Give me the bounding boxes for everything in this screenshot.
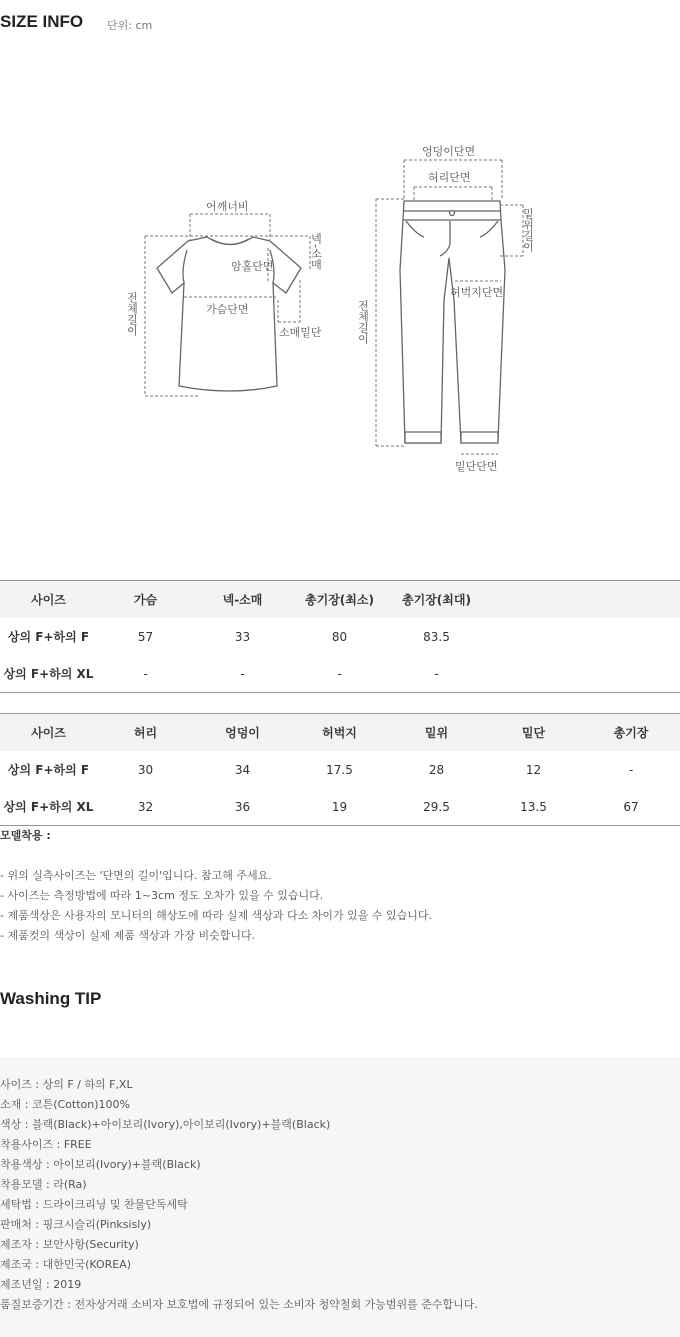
label-chest: 가슴단면	[206, 303, 249, 316]
info-item: 세탁법 : 드라이크리닝 및 찬물단독세탁	[0, 1198, 188, 1211]
label-hip: 엉덩이단면	[422, 145, 476, 158]
info-item: 제조국 : 대한민국(KOREA)	[0, 1258, 132, 1271]
table-cell: -	[240, 666, 245, 681]
table-cell: -	[337, 666, 342, 681]
label-waist: 허리단면	[428, 171, 471, 184]
header-cell: 허리	[97, 714, 194, 752]
info-item: 소재 : 코튼(Cotton)100%	[0, 1098, 130, 1111]
table-cell	[582, 618, 680, 655]
table-cell: 57	[137, 629, 154, 644]
label-sleeve-hem: 소매밑단	[279, 326, 322, 339]
table-cell	[485, 655, 582, 693]
info-item: 제조년일 : 2019	[0, 1278, 82, 1291]
header-cell: 총기장	[582, 714, 680, 752]
note-item: - 사이즈는 측정방법에 따라 1~3cm 정도 오차가 있을 수 있습니다.	[0, 889, 324, 902]
label-neck-sleeve: 넥-소매	[309, 233, 323, 270]
header-cell: 총기장(최대)	[388, 581, 485, 619]
unit-label: 단위: cm	[107, 19, 153, 32]
table-cell: 29.5	[423, 799, 450, 814]
info-item: 제조자 : 보안사항(Security)	[0, 1238, 139, 1251]
row-size-cell: 상의 F+하의 F	[7, 763, 90, 777]
table-cell: -	[143, 666, 148, 681]
notes-list	[0, 866, 432, 946]
label-rise: 밑위길이	[521, 208, 535, 252]
info-item: 착용모델 : 라(Ra)	[0, 1178, 87, 1191]
top-size-table	[0, 580, 680, 693]
table-cell: 19	[331, 799, 348, 814]
label-hem: 밑단단면	[455, 460, 498, 473]
info-item: 착용사이즈 : FREE	[0, 1138, 92, 1151]
washing-title: Washing TIP	[0, 989, 102, 1008]
header-cell: 밑위	[388, 714, 485, 752]
header-cell: 가슴	[97, 581, 194, 619]
table-row	[0, 618, 680, 655]
row-size-cell: 상의 F+하의 F	[7, 630, 90, 644]
label-armhole: 암홀단면	[231, 260, 274, 273]
header-cell: 사이즈	[0, 581, 97, 619]
size-diagram	[0, 0, 680, 560]
table-row	[0, 788, 680, 826]
table-cell: 83.5	[423, 629, 450, 644]
header-cell: 총기장(최소)	[291, 581, 388, 619]
table-header-row	[0, 581, 680, 619]
info-item: 판매처 : 핑크시슬리(Pinksisly)	[0, 1218, 152, 1231]
note-item: - 제품컷의 색상이 실제 제품 색상과 가장 비슷합니다.	[0, 929, 256, 942]
table-cell: 13.5	[520, 799, 547, 814]
table-cell: 80	[331, 629, 348, 644]
note-item: - 위의 실측사이즈는 '단면의 길이'입니다. 참고해 주세요.	[0, 869, 272, 882]
label-pants-total-length: 전체길이	[356, 300, 370, 344]
row-size-cell: 상의 F+하의 XL	[3, 667, 94, 681]
info-item: 착용색상 : 아이보리(Ivory)+블랙(Black)	[0, 1158, 201, 1171]
header-cell: 밑단	[485, 714, 582, 752]
table-cell: 17.5	[326, 762, 353, 777]
bottom-size-table	[0, 713, 680, 826]
info-item: 색상 : 블랙(Black)+아이보리(Ivory),아이보리(Ivory)+블랙(Black)	[0, 1118, 331, 1131]
table-cell: -	[628, 762, 634, 777]
table-row	[0, 751, 680, 788]
table-cell: 30	[137, 762, 154, 777]
label-top-total-length: 전체길이	[125, 292, 139, 336]
table-cell	[582, 655, 680, 693]
row-size-cell: 상의 F+하의 XL	[3, 800, 94, 814]
label-thigh: 허벅지단면	[450, 286, 504, 299]
header-cell: 엉덩이	[194, 714, 291, 752]
table-cell: 12	[525, 762, 542, 777]
table-cell: 34	[234, 762, 251, 777]
table-cell: 28	[428, 762, 445, 777]
header-cell: 넥-소매	[194, 581, 291, 619]
header-cell: 허벅지	[291, 714, 388, 752]
note-item: - 제품색상은 사용자의 모니터의 해상도에 따라 실제 색상과 다소 차이가 있을 수 있습니다.	[0, 909, 432, 922]
header-cell	[485, 581, 582, 619]
table-cell: 67	[623, 799, 639, 814]
table-cell: 36	[234, 799, 251, 814]
page-title: SIZE INFO	[0, 12, 84, 31]
pants-illustration	[400, 201, 505, 443]
table-cell	[485, 618, 582, 655]
table-row	[0, 655, 680, 693]
model-label: 모델착용 :	[0, 829, 51, 842]
label-shoulder: 어깨너비	[206, 200, 249, 213]
table-cell: 32	[137, 799, 154, 814]
info-item: 사이즈 : 상의 F / 하의 F,XL	[0, 1078, 133, 1091]
info-item: 품질보증기간 : 전자상거래 소비자 보호법에 규정되어 있는 소비자 청약철회 가능범위를 준수합니다.	[0, 1298, 478, 1311]
header-cell	[582, 581, 680, 619]
header-cell: 사이즈	[0, 714, 97, 752]
table-cell: 33	[234, 629, 251, 644]
table-header-row	[0, 714, 680, 752]
table-cell: -	[434, 666, 439, 681]
product-info-box	[0, 1057, 680, 1337]
